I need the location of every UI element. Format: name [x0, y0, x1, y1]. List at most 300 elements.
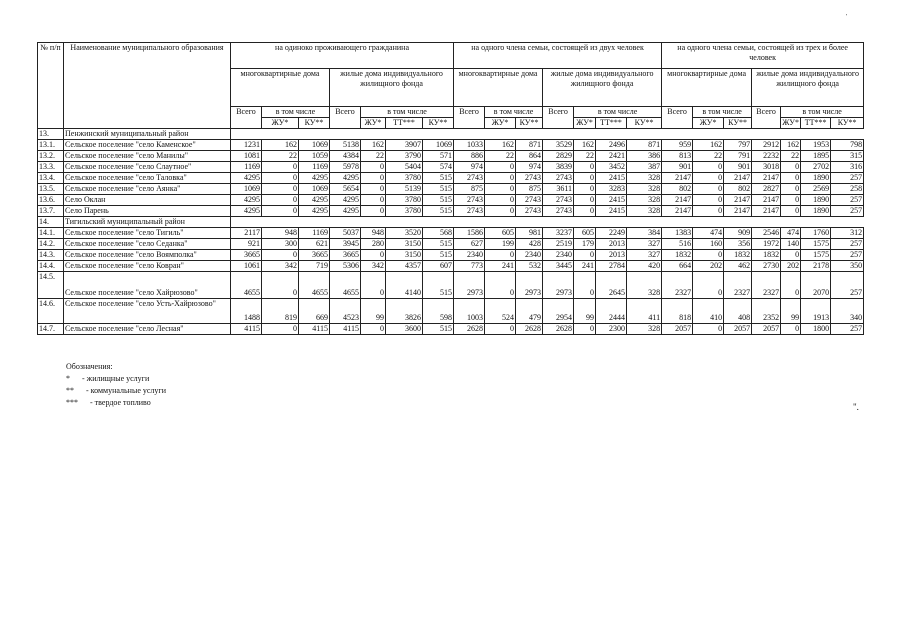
table-cell: 0 [262, 250, 299, 261]
table-cell: 3945 [330, 239, 361, 250]
table-cell: 22 [485, 151, 516, 162]
header-ku: КУ** [831, 118, 864, 129]
table-cell: 0 [574, 324, 596, 335]
header-apartment-3: многоквартирные дома [662, 69, 752, 107]
table-cell: 2147 [724, 206, 752, 217]
table-cell: 350 [831, 261, 864, 272]
table-cell: 4523 [330, 299, 361, 324]
table-cell: 524 [485, 299, 516, 324]
table-cell: 0 [693, 250, 724, 261]
table-cell: 1069 [423, 140, 454, 151]
table-cell: 1890 [801, 173, 831, 184]
table-cell: 864 [516, 151, 543, 162]
table-cell: 202 [693, 261, 724, 272]
table-cell: 0 [361, 173, 386, 184]
table-cell: 571 [423, 151, 454, 162]
header-incl: в том числе [485, 107, 543, 118]
table-cell: 4295 [299, 206, 330, 217]
table-cell: 1169 [299, 162, 330, 173]
table-cell: 886 [454, 151, 485, 162]
row-number: 14.6. [38, 299, 64, 324]
table-cell: 2743 [454, 173, 485, 184]
header-ku: КУ** [627, 118, 662, 129]
table-cell: 3826 [386, 299, 423, 324]
table-cell: 328 [627, 272, 662, 299]
district-name: Пенжинский муниципальный район [64, 129, 231, 140]
table-cell: 664 [662, 261, 693, 272]
table-row [38, 151, 864, 162]
legend-item: *** - твердое топливо [66, 398, 151, 407]
settlement-name: Сельское поселение "село Таловка" [64, 173, 231, 184]
table-cell: 160 [693, 239, 724, 250]
table-cell: 974 [454, 162, 485, 173]
table-cell: 0 [781, 272, 801, 299]
table-cell: 4295 [330, 206, 361, 217]
table-cell: 241 [574, 261, 596, 272]
table-cell: 515 [423, 324, 454, 335]
table-cell: 871 [627, 140, 662, 151]
table-cell: 1586 [454, 228, 485, 239]
table-cell: 327 [627, 250, 662, 261]
table-cell: 974 [516, 162, 543, 173]
table-cell: 0 [574, 250, 596, 261]
legend [66, 361, 166, 409]
header-apartment-2: многоквартирные дома [454, 69, 543, 107]
header-tt: ТТ*** [596, 118, 627, 129]
table-cell: 0 [262, 272, 299, 299]
table-cell: 2743 [543, 195, 574, 206]
settlement-name: Сельское поселение "село Воямполка" [64, 250, 231, 261]
table-cell: 257 [831, 206, 864, 217]
header-ku: КУ** [724, 118, 752, 129]
table-cell: 4295 [330, 195, 361, 206]
table-cell: 1383 [662, 228, 693, 239]
table-cell: 0 [485, 162, 516, 173]
settlement-name: Село Парень [64, 206, 231, 217]
table-cell: 2730 [752, 261, 781, 272]
table-cell: 515 [423, 206, 454, 217]
settlement-name: Сельское поселение "село Слаутное" [64, 162, 231, 173]
header-tt: ТТ*** [801, 118, 831, 129]
table-cell: 257 [831, 173, 864, 184]
table-cell: 2743 [516, 206, 543, 217]
table-cell: 1575 [801, 239, 831, 250]
district-row [38, 217, 864, 228]
table-cell: 981 [516, 228, 543, 239]
table-cell: 162 [361, 140, 386, 151]
table-cell: 4655 [299, 272, 330, 299]
table-cell: 257 [831, 272, 864, 299]
table-cell: 4295 [231, 195, 262, 206]
table-cell: 474 [781, 228, 801, 239]
table-cell: 4384 [330, 151, 361, 162]
table-cell: 2147 [752, 195, 781, 206]
table-cell: 0 [693, 195, 724, 206]
table-cell: 0 [485, 272, 516, 299]
table-cell: 99 [574, 299, 596, 324]
table-cell: 0 [361, 206, 386, 217]
corner-mark: ' [846, 14, 848, 20]
table-row [38, 239, 864, 250]
table-row [38, 206, 864, 217]
table-cell: 0 [574, 173, 596, 184]
table-cell: 0 [361, 250, 386, 261]
table-cell: 2743 [543, 173, 574, 184]
table-cell: 2147 [752, 206, 781, 217]
table-cell: 605 [485, 228, 516, 239]
table-cell: 5037 [330, 228, 361, 239]
table-cell: 5306 [330, 261, 361, 272]
table-cell: 621 [299, 239, 330, 250]
header-apartment-1: многоквартирные дома [231, 69, 330, 107]
table-cell: 0 [693, 162, 724, 173]
header-zhu: ЖУ* [782, 118, 799, 127]
district-name: Тигильский муниципальный район [64, 217, 231, 228]
table-cell: 2057 [662, 324, 693, 335]
table-cell: 0 [693, 272, 724, 299]
table-cell: 428 [516, 239, 543, 250]
settlement-name: Сельское поселение "село Манилы" [64, 151, 231, 162]
table-cell: 1488 [231, 299, 262, 324]
row-number: 13.1. [38, 140, 64, 151]
table-cell: 328 [627, 173, 662, 184]
district-blank [231, 129, 864, 140]
header-single: на одиноко проживающего гражданина [231, 43, 454, 69]
table-cell: 2013 [596, 250, 627, 261]
table-cell: 4295 [299, 195, 330, 206]
table-cell: 5139 [386, 184, 423, 195]
table-cell: 798 [831, 140, 864, 151]
table-cell: 1832 [662, 250, 693, 261]
table-cell: 3150 [386, 239, 423, 250]
table-cell: 516 [662, 239, 693, 250]
table-cell: 2070 [801, 272, 831, 299]
table-cell: 0 [262, 324, 299, 335]
table-cell: 22 [781, 151, 801, 162]
table-row [38, 324, 864, 335]
table-row [38, 195, 864, 206]
table-cell: 1059 [299, 151, 330, 162]
table-cell: 2743 [543, 206, 574, 217]
table-cell: 515 [423, 173, 454, 184]
table-cell: 5978 [330, 162, 361, 173]
table-cell: 0 [262, 173, 299, 184]
table-cell: 241 [485, 261, 516, 272]
table-cell: 2178 [801, 261, 831, 272]
table-cell: 2147 [662, 206, 693, 217]
table-cell: 2628 [543, 324, 574, 335]
table-cell: 1033 [454, 140, 485, 151]
table-cell: 22 [574, 151, 596, 162]
table-cell: 2117 [231, 228, 262, 239]
table-cell: 1069 [231, 184, 262, 195]
table-cell: 607 [423, 261, 454, 272]
table-cell: 4655 [330, 272, 361, 299]
table-cell: 3907 [386, 140, 423, 151]
legend-title: Обозначения: [66, 362, 113, 371]
table-cell: 2057 [724, 324, 752, 335]
table-cell: 162 [574, 140, 596, 151]
table-row [38, 162, 864, 173]
settlement-name: Сельское поселение "село Каменское" [64, 140, 231, 151]
table-cell: 1069 [299, 140, 330, 151]
table-cell: 1003 [454, 299, 485, 324]
table-cell: 532 [516, 261, 543, 272]
table-cell: 1169 [299, 228, 330, 239]
table-cell: 162 [693, 140, 724, 151]
table-cell: 3611 [543, 184, 574, 195]
table-row [38, 228, 864, 239]
table-cell: 199 [485, 239, 516, 250]
table-cell: 921 [231, 239, 262, 250]
table-cell: 2340 [516, 250, 543, 261]
table-cell: 300 [262, 239, 299, 250]
table-cell: 2415 [596, 206, 627, 217]
table-cell: 2327 [662, 272, 693, 299]
settlement-name: Сельское поселение "село Усть-Хайрюзово" [64, 299, 231, 324]
table-cell: 384 [627, 228, 662, 239]
header-individual-3: жилые дома индивидуального жилищного фонда [752, 69, 864, 107]
table-cell: 99 [361, 299, 386, 324]
table-cell: 0 [781, 324, 801, 335]
table-cell: 802 [662, 184, 693, 195]
table-cell: 1953 [801, 140, 831, 151]
table-cell: 4295 [231, 206, 262, 217]
table-cell: 3529 [543, 140, 574, 151]
district-row [38, 129, 864, 140]
table-cell: 2147 [662, 173, 693, 184]
table-cell: 515 [423, 250, 454, 261]
table-cell: 568 [423, 228, 454, 239]
settlement-name: Сельское поселение "село Аянка" [64, 184, 231, 195]
table-cell: 3445 [543, 261, 574, 272]
district-blank [231, 217, 864, 228]
table-cell: 3150 [386, 250, 423, 261]
table-cell: 909 [724, 228, 752, 239]
table-cell: 574 [423, 162, 454, 173]
table-cell: 479 [516, 299, 543, 324]
table-row [38, 261, 864, 272]
table-cell: 0 [781, 206, 801, 217]
table-cell: 1890 [801, 195, 831, 206]
table-cell: 2827 [752, 184, 781, 195]
table-cell: 1169 [231, 162, 262, 173]
table-cell: 280 [361, 239, 386, 250]
table-cell: 328 [627, 324, 662, 335]
table-cell: 202 [781, 261, 801, 272]
table-cell: 875 [454, 184, 485, 195]
table-cell: 1972 [752, 239, 781, 250]
settlement-name: Сельское поселение "село Ковран" [64, 261, 231, 272]
table-cell: 327 [627, 239, 662, 250]
table-cell: 0 [262, 162, 299, 173]
header-total: Всего [662, 107, 693, 129]
table-cell: 0 [781, 162, 801, 173]
settlement-name: Сельское поселение "село Седанка" [64, 239, 231, 250]
header-total: Всего [752, 107, 781, 129]
table-cell: 669 [299, 299, 330, 324]
table-cell: 0 [361, 324, 386, 335]
table-cell: 0 [485, 250, 516, 261]
settlement-name: Сельское поселение "село Тигиль" [64, 228, 231, 239]
table-row [38, 299, 864, 324]
table-cell: 0 [693, 206, 724, 217]
table-cell: 2912 [752, 140, 781, 151]
row-number: 14.1. [38, 228, 64, 239]
table-cell: 2340 [543, 250, 574, 261]
table-cell: 162 [781, 140, 801, 151]
table-cell: 0 [485, 173, 516, 184]
header-two: на одного члена семьи, состоящей из двух человек [454, 43, 662, 69]
table-cell: 2743 [454, 195, 485, 206]
table-cell: 1760 [801, 228, 831, 239]
table-cell: 22 [361, 151, 386, 162]
table-cell: 2519 [543, 239, 574, 250]
table-cell: 627 [454, 239, 485, 250]
table-cell: 315 [831, 151, 864, 162]
table-row [38, 250, 864, 261]
table-cell: 4655 [231, 272, 262, 299]
table-cell: 162 [262, 140, 299, 151]
header-incl: в том числе [574, 107, 662, 118]
table-cell: 2743 [516, 195, 543, 206]
header-name: Наименование муниципального образования [64, 43, 231, 129]
header-individual-1: жилые дома индивидуального жилищного фонда [330, 69, 454, 107]
table-cell: 2973 [516, 272, 543, 299]
table-cell: 0 [693, 324, 724, 335]
table-cell: 2147 [724, 173, 752, 184]
header-zhu: ЖУ* [262, 118, 299, 129]
header-zhu: ЖУ* [574, 118, 596, 129]
header-ku: КУ** [299, 118, 330, 129]
table-cell: 0 [574, 272, 596, 299]
row-number: 13.5. [38, 184, 64, 195]
table-cell: 411 [627, 299, 662, 324]
table-cell: 818 [662, 299, 693, 324]
table-cell: 0 [361, 195, 386, 206]
header-individual-2: жилые дома индивидуального жилищного фонда [543, 69, 662, 107]
table-row [38, 272, 864, 299]
table-cell: 2569 [801, 184, 831, 195]
table-cell: 797 [724, 140, 752, 151]
table-row [38, 173, 864, 184]
row-number: 13. [38, 129, 64, 140]
table-cell: 515 [423, 239, 454, 250]
table-cell: 3790 [386, 151, 423, 162]
table-cell: 140 [781, 239, 801, 250]
cost-table [37, 42, 864, 335]
row-number: 13.6. [38, 195, 64, 206]
table-cell: 0 [574, 206, 596, 217]
table-row [38, 184, 864, 195]
table-cell: 5138 [330, 140, 361, 151]
table-row [38, 140, 864, 151]
table-cell: 3839 [543, 162, 574, 173]
table-cell: 2327 [724, 272, 752, 299]
table-cell: 2743 [516, 173, 543, 184]
table-cell: 3780 [386, 206, 423, 217]
table-cell: 2784 [596, 261, 627, 272]
table-cell: 2421 [596, 151, 627, 162]
table-cell: 1800 [801, 324, 831, 335]
table-cell: 871 [516, 140, 543, 151]
table-cell: 3665 [231, 250, 262, 261]
table-cell: 4140 [386, 272, 423, 299]
table-cell: 3600 [386, 324, 423, 335]
row-number: 13.7. [38, 206, 64, 217]
table-cell: 342 [262, 261, 299, 272]
table-cell: 875 [516, 184, 543, 195]
table-cell: 420 [627, 261, 662, 272]
table-cell: 2415 [596, 195, 627, 206]
table-cell: 340 [831, 299, 864, 324]
row-number: 14.5. [38, 272, 64, 299]
table-body [38, 129, 864, 335]
table-cell: 1890 [801, 206, 831, 217]
table-cell: 2496 [596, 140, 627, 151]
table-cell: 515 [423, 272, 454, 299]
settlement-name: Сельское поселение "село Хайрюзово" [64, 272, 231, 299]
table-cell: 1575 [801, 250, 831, 261]
table-cell: 0 [781, 184, 801, 195]
table-cell: 474 [693, 228, 724, 239]
table-cell: 0 [781, 173, 801, 184]
table-cell: 598 [423, 299, 454, 324]
header-no: № п/п [38, 43, 64, 129]
row-number: 14.4. [38, 261, 64, 272]
table-cell: 1913 [801, 299, 831, 324]
table-cell: 99 [781, 299, 801, 324]
table-cell: 2829 [543, 151, 574, 162]
header-three: на одного члена семьи, состоящей из трех и более человек [662, 43, 864, 69]
row-number: 14.3. [38, 250, 64, 261]
header-zhu: ЖУ* [693, 118, 724, 129]
table-cell: 2232 [752, 151, 781, 162]
table-cell: 257 [831, 250, 864, 261]
table-cell: 0 [262, 195, 299, 206]
table-cell: 2628 [516, 324, 543, 335]
table-cell: 0 [574, 184, 596, 195]
table-cell: 2444 [596, 299, 627, 324]
table-cell: 0 [361, 272, 386, 299]
table-cell: 2954 [543, 299, 574, 324]
header-zhu: ЖУ* [485, 118, 516, 129]
table-cell: 2352 [752, 299, 781, 324]
table-cell: 257 [831, 324, 864, 335]
table-cell: 0 [574, 195, 596, 206]
table-cell: 605 [574, 228, 596, 239]
table-cell: 5404 [386, 162, 423, 173]
table-cell: 2147 [752, 173, 781, 184]
table-cell: 3665 [330, 250, 361, 261]
table-cell: 22 [693, 151, 724, 162]
table-cell: 1832 [724, 250, 752, 261]
header-incl: в том числе [693, 107, 752, 118]
header-incl: в том числе [262, 107, 330, 118]
table-cell: 387 [627, 162, 662, 173]
header-incl: в том числе [361, 107, 454, 118]
table-cell: 4295 [330, 173, 361, 184]
row-number: 14.7. [38, 324, 64, 335]
table-cell: 4115 [330, 324, 361, 335]
table-cell: 5654 [330, 184, 361, 195]
header-total: Всего [330, 107, 361, 129]
table-cell: 2702 [801, 162, 831, 173]
table-cell: 901 [662, 162, 693, 173]
table-cell: 0 [485, 324, 516, 335]
row-number: 13.3. [38, 162, 64, 173]
table-cell: 462 [724, 261, 752, 272]
